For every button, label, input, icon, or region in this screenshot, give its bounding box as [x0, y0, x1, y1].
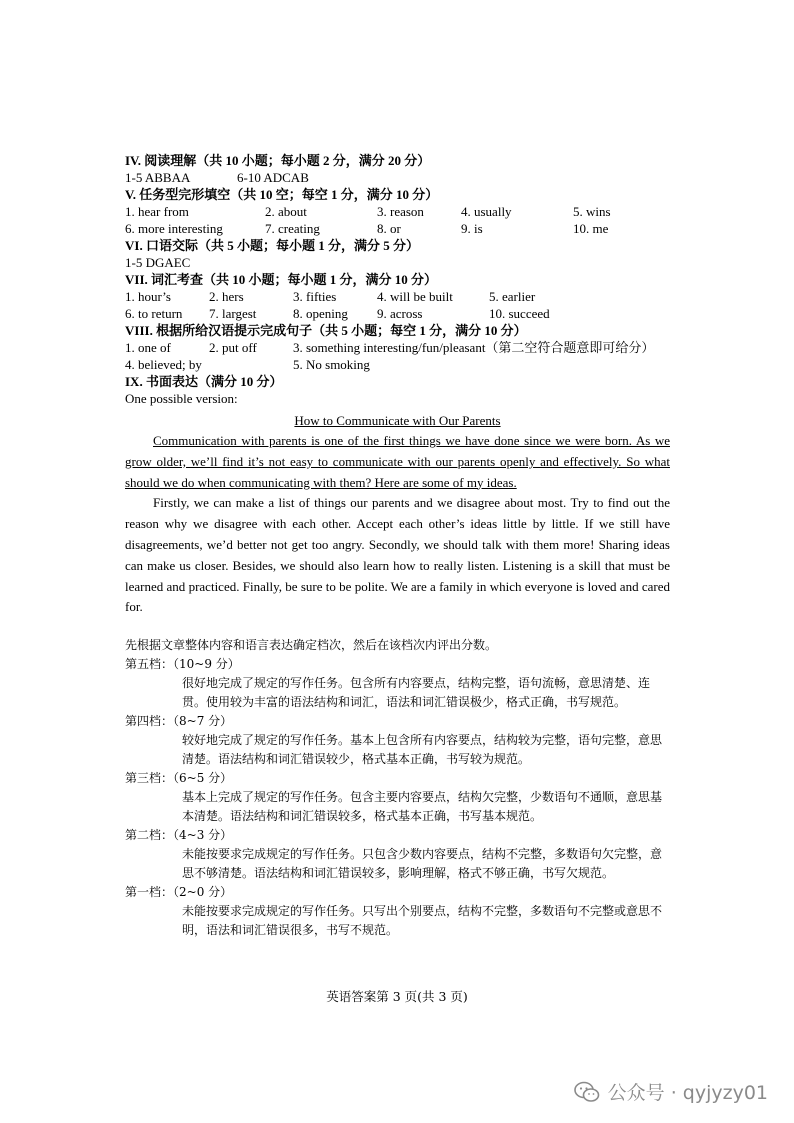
essay-intro: One possible version: — [125, 391, 238, 406]
answer-item: 8. opening — [293, 306, 348, 321]
essay-paragraph-1: Communication with parents is one of the first things we have done since we were born. As we grow older, we’ll find it’s not easy to communicate with our parents openly and effectively. So what should we do when communicating with them? Here are some of my ideas. — [125, 433, 670, 490]
answer-item: 2. about — [265, 204, 307, 219]
answer-item: 5. earlier — [489, 289, 536, 304]
watermark — [574, 1078, 768, 1105]
answer-item: 3. reason — [377, 204, 424, 219]
answer-item: 1. hear from — [125, 204, 189, 219]
rubric-intro: 先根据文章整体内容和语言表达确定档次，然后在该档次内评出分数。 — [125, 638, 498, 653]
section-5-row-2 — [125, 220, 670, 237]
answer-item: 4. believed; by — [125, 357, 202, 372]
answer-item: 3. fifties — [293, 289, 337, 304]
answer-item: 6. to return — [125, 306, 183, 321]
answer-item: 5. wins — [573, 204, 611, 219]
section-5-row-1 — [125, 203, 670, 220]
wechat-icon — [574, 1081, 600, 1103]
answer-item: 3. something interesting/fun/pleasant（第二空符合题意即可给分） — [293, 340, 655, 355]
grade-description: 很好地完成了规定的写作任务。包含所有内容要点，结构完整，语句流畅，意思清楚、连贯。使用较为丰富的语法结构和词汇，语法和词汇错误极少，格式正确，书写规范。 — [182, 676, 651, 710]
answer-item: 8. or — [377, 221, 401, 236]
essay-paragraph-2: Firstly, we can make a list of things our parents and we disagree about most. Try to find out the reason why we disagree with each other. Accept each other’s ideas little by little. If we still have disagreements, we’d better not get too angry. Secondly, we should talk with them more! Sharing ideas can make us closer. Besides, we should also learn how to really listen. Listening is a skill that must be learned and practiced. Finally, be sure to be polite. We are a family in which everyone is loved and cared for. — [125, 495, 670, 615]
essay-title: How to Communicate with Our Parents — [294, 413, 501, 428]
section-7-row-1 — [125, 288, 670, 305]
grade-description: 基本上完成了规定的写作任务。包含主要内容要点，结构欠完整，少数语句不通顺，意思基本清楚。语法结构和词汇错误较多，格式基本正确，书写基本规范。 — [182, 790, 663, 824]
grade-3 — [125, 769, 670, 826]
answer-item: 1. one of — [125, 340, 171, 355]
answer-item: 10. succeed — [489, 306, 550, 321]
section-6-title: VI. 口语交际（共 5 小题；每小题 1 分，满分 5 分） — [125, 238, 419, 253]
grade-label: 第二档：（4~3 分） — [125, 828, 233, 843]
grade-1 — [125, 883, 670, 940]
section-5-title: V. 任务型完形填空（共 10 空；每空 1 分，满分 10 分） — [125, 187, 439, 202]
grade-description: 未能按要求完成规定的写作任务。只写出个别要点，结构不完整，多数语句不完整或意思不明，语法和词汇错误很多，书写不规范。 — [182, 904, 663, 938]
grade-description: 未能按要求完成规定的写作任务。只包含少数内容要点，结构不完整，多数语句欠完整，意思不够清楚。语法结构和词汇错误较多，影响理解，格式不够正确，书写欠规范。 — [182, 847, 663, 881]
section-6-answers: 1-5 DGAEC — [125, 255, 191, 270]
page-footer: 英语答案第 3 页(共 3 页) — [326, 989, 468, 1004]
answer-page — [125, 152, 670, 940]
answer-item: 7. creating — [265, 221, 320, 236]
answer-group: 1-5 ABBAA — [125, 170, 191, 185]
section-7-title: VII. 词汇考查（共 10 小题；每小题 1 分，满分 10 分） — [125, 272, 438, 287]
answer-group: 6-10 ADCAB — [237, 170, 309, 185]
answer-item: 4. usually — [461, 204, 512, 219]
answer-item: 2. hers — [209, 289, 244, 304]
grade-2 — [125, 826, 670, 883]
grade-label: 第四档：（8~7 分） — [125, 714, 233, 729]
grade-label: 第三档：（6~5 分） — [125, 771, 233, 786]
answer-item: 1. hour’s — [125, 289, 171, 304]
grade-label: 第一档：（2~0 分） — [125, 885, 233, 900]
section-8-row-2 — [125, 356, 670, 373]
answer-item: 7. largest — [209, 306, 257, 321]
section-8-row-1 — [125, 339, 670, 356]
answer-item: 4. will be built — [377, 289, 453, 304]
section-4-title: IV. 阅读理解（共 10 小题；每小题 2 分，满分 20 分） — [125, 153, 431, 168]
grade-4 — [125, 712, 670, 769]
section-9-title: IX. 书面表达（满分 10 分） — [125, 374, 283, 389]
grade-5 — [125, 655, 670, 712]
answer-item: 6. more interesting — [125, 221, 223, 236]
scoring-rubric — [125, 636, 670, 940]
answer-item: 5. No smoking — [293, 357, 370, 372]
section-7-row-2 — [125, 305, 670, 322]
grade-label: 第五档：（10~9 分） — [125, 657, 240, 672]
section-4-answers — [125, 169, 670, 186]
watermark-text: 公众号 · qyjyzy01 — [607, 1082, 768, 1104]
answer-item: 10. me — [573, 221, 609, 236]
answer-item: 9. is — [461, 221, 483, 236]
section-8-title: VIII. 根据所给汉语提示完成句子（共 5 小题；每空 1 分，满分 10 分） — [125, 323, 527, 338]
answer-item: 9. across — [377, 306, 423, 321]
answer-item: 2. put off — [209, 340, 257, 355]
grade-description: 较好地完成了规定的写作任务。基本上包含所有内容要点，结构较为完整，语句完整，意思清楚。语法结构和词汇错误较少，格式基本正确，书写较为规范。 — [182, 733, 663, 767]
